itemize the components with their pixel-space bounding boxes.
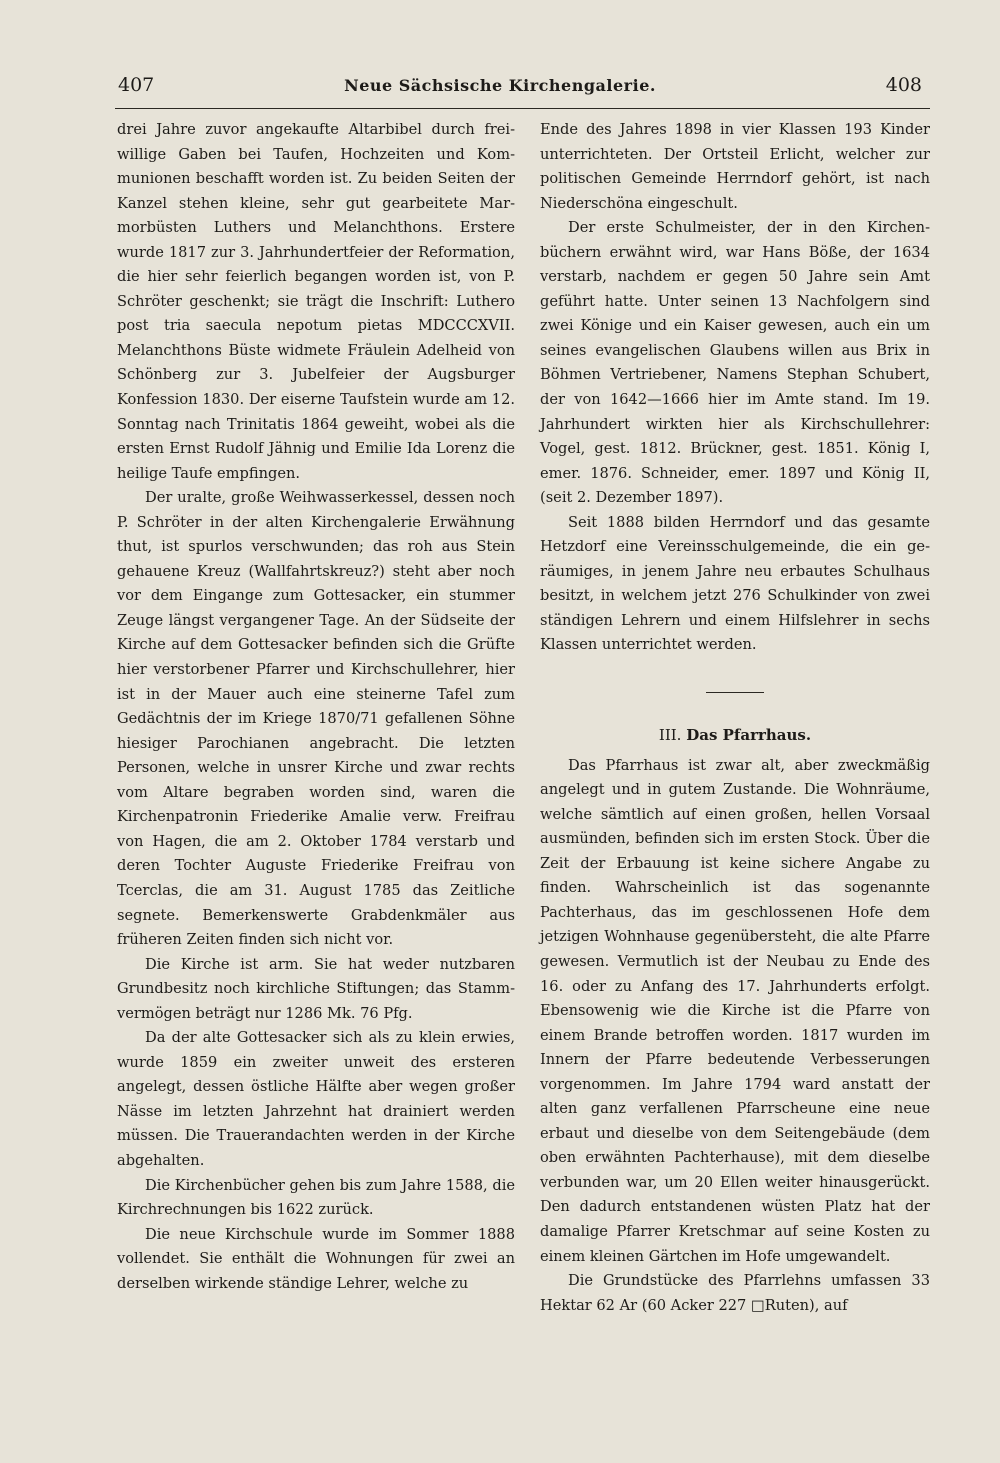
paragraph: Die Kirchenbücher gehen bis zum Jahre 1588, die Kirchrechnungen bis 1622 zurück. [117,1176,515,1219]
section-number: III. [658,726,682,745]
page-number-right: 408 [885,74,922,96]
page-number-left: 407 [118,74,155,96]
left-column [117,118,515,1296]
paragraph: Seit 1888 bilden Herrndorf und das gesamte Hetzdorf eine Vereinsschulgemeinde, die ein geräumiges, in jenem Jahre neu erbautes Schulhaus besitzt, in welchem jetzt 276 Schulkinder von zwei ständigen Lehrern und einem Hilfslehrer in sechs Klassen unterrichtet werden. [540,513,930,654]
paragraph: Da der alte Gottesacker sich als zu klein erwies, wurde 1859 ein zweiter unweit des ersteren angelegt, dessen östliche Hälfte aber wegen großer Nässe im letzten Jahrzehnt hat drainiert werden müssen. Die Trauerandachten werden in der Kirche abgehalten. [117,1029,515,1169]
page-header [0,70,1000,110]
header-rule [115,108,930,109]
paragraph: Das Pfarrhaus ist zwar alt, aber zweckmäßig angelegt und in gutem Zustande. Die Wohnräume, welche sämtlich auf einen großen, hellen Vorsaal ausmünden, befinden sich im ersten Stock. Über die Zeit der Erbauung ist keine sichere Angabe zu finden. Wahrscheinlich ist das sogenannte Pachterhaus, das im geschlossenen Hofe dem jetzigen Wohnhause gegenübersteht, die alte Pfarre gewesen. Vermutlich ist der Neubau zu Ende des 16. oder zu Anfang des 17. Jahrhunderts erfolgt. Ebensowenig wie die Kirche ist die Pfarre von einem Brande betroffen worden. 1817 wurden im Innern der Pfarre bedeutende Verbesserungen vorgenommen. Im Jahre 1794 ward anstatt der alten ganz verfallenen Pfarrscheune eine neue erbaut und dieselbe von dem Seitengebäude (dem oben erwähnten Pachterhause), mit dem dieselbe verbunden war, um 20 Ellen weiter hinausgerückt. Den dadurch entstandenen wüsten Platz hat der damalige Pfarrer Kretschmar auf seine Kosten zu einem kleinen Gärtchen im Hofe umgewandelt. [540,756,930,1265]
paragraph: Der erste Schulmeister, der in den Kirchenbüchern erwähnt wird, war Hans Böße, der 1634 verstarb, nachdem er gegen 50 Jahre sein Amt geführt hatte. Unter seinen 13 Nachfolgern sind zwei Könige und ein Kaiser gewesen, auch ein um seines evangelischen Glaubens willen aus Brix in Böhmen Vertriebener, Namens Stephan Schubert, der von 1642—1666 hier im Amte stand. Im 19. Jahrhundert wirkten hier als Kirchschullehrer: Vogel, gest. 1812. Brückner, gest. 1851. König I, emer. 1876. Schneider, emer. 1897 und König II, (seit 2. Dezember 1897). [540,219,930,507]
paragraph: drei Jahre zuvor angekaufte Altarbibel durch freiwillige Gaben bei Taufen, Hochzeiten und Kommunionen beschafft worden ist. Zu beiden Seiten der Kanzel stehen kleine, sehr gut gearbeitete Marmorbüsten Luthers und Melanchthons. Erstere wurde 1817 zur 3. Jahrhundertfeier der Reformation, die hier sehr feierlich begangen worden ist, von P. Schröter geschenkt; sie trägt die Inschrift: Luthero post tria saecula nepotum pietas MDCCCXVII. Melanchthons Büste widmete Fräulein Adelheid von Schönberg zur 3. Jubelfeier der Augsburger Konfession 1830. Der eiserne Taufstein wurde am 12. Sonntag nach Trinitatis 1864 geweiht, wobei als die ersten Ernst Rudolf Jähnig und Emilie Ida Lorenz die heilige Taufe empfingen. [117,121,515,482]
paragraph: Die neue Kirchschule wurde im Sommer 1888 vollendet. Sie enthält die Wohnungen für zwei an derselben wirkende ständige Lehrer, welche zu [117,1225,515,1292]
section-heading [540,723,930,748]
right-column [540,118,930,1318]
section-divider [706,692,764,693]
paragraph: Die Kirche ist arm. Sie hat weder nutzbaren Grundbesitz noch kirchliche Stiftungen; das Stammvermögen beträgt nur 1286 Mk. 76 Pfg. [117,955,515,1022]
paragraph: Ende des Jahres 1898 in vier Klassen 193 Kinder unterrichteten. Der Ortsteil Erlicht, welcher zur politischen Gemeinde Herrndorf gehört, ist nach Niederschöna eingeschult. [540,121,930,212]
paragraph: Die Grundstücke des Pfarrlehns umfassen 33 Hektar 62 Ar (60 Acker 227 □Ruten), auf [540,1272,930,1314]
running-title: Neue Sächsische Kirchengalerie. [344,76,656,95]
paragraph: Der uralte, große Weihwasserkessel, dessen noch P. Schröter in der alten Kirchengalerie Erwähnung thut, ist spurlos verschwunden; das roh aus Stein gehauene Kreuz (Wallfahrtskreuz?) steht aber noch vor dem Eingange zum Gottesacker, ein stummer Zeuge längst vergangener Tage. An der Südseite der Kirche auf dem Gottesacker befinden sich die Grüfte hier verstorbener Pfarrer und Kirchschullehrer, hier ist in der Mauer auch eine steinerne Tafel zum Gedächtnis der im Kriege 1870/71 gefallenen Söhne hiesiger Parochianen angebracht. Die letzten Personen, welche in unsrer Kirche und zwar rechts vom Altare begraben worden sind, waren die Kirchenpatronin Friederike Amalie verw. Freifrau von Hagen, die am 2. Oktober 1784 verstarb und deren Tochter Auguste Friederike Freifrau von Tcerclas, die am 31. August 1785 das Zeitliche segnete. Bemerkenswerte Grabdenkmäler aus früheren Zeiten finden sich nicht vor. [117,489,515,949]
section-title: Das Pfarrhaus. [686,726,812,745]
